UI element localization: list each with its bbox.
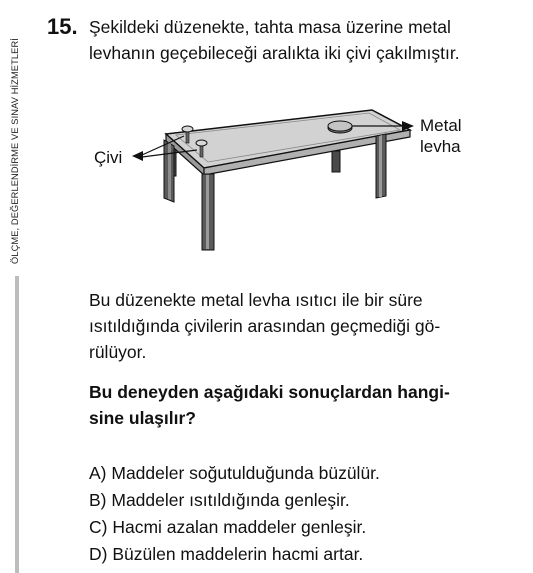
- plate-label-line-1: Metal: [420, 116, 462, 135]
- side-strip: [0, 0, 20, 573]
- table-figure: [80, 102, 500, 262]
- stem-line-2: levhanın geçebileceği aralıkta iki çivi çakılmıştır.: [89, 43, 460, 63]
- side-bar: [15, 276, 19, 573]
- paragraph-line-2: ısıtıldığında çivilerin arasından geçmediği gö-: [89, 316, 441, 336]
- option-d[interactable]: D) Büzülen maddelerin hacmi artar.: [89, 544, 364, 564]
- paragraph-line-3: rülüyor.: [89, 342, 147, 362]
- answer-options: [89, 460, 529, 568]
- experiment-paragraph: [89, 287, 529, 365]
- option-c[interactable]: C) Hacmi azalan maddeler genleşir.: [89, 517, 367, 537]
- prompt-line-1: Bu deneyden aşağıdaki sonuçlardan hangi-: [89, 382, 450, 402]
- nail-label: Çivi: [94, 148, 123, 167]
- paragraph-line-1: Bu düzenekte metal levha ısıtıcı ile bir süre: [89, 290, 423, 310]
- option-b[interactable]: B) Maddeler ısıtıldığında genleşir.: [89, 490, 350, 510]
- stem-line-1: Şekildeki düzenekte, tahta masa üzerine metal: [89, 17, 451, 37]
- metal-plate-icon: [328, 121, 352, 133]
- plate-label-line-2: levha: [420, 137, 461, 156]
- question-prompt: [89, 379, 529, 431]
- question-stem: [89, 14, 529, 66]
- side-label-text: ÖLÇME, DEĞERLENDİRME VE SINAV HİZMETLERİ: [10, 38, 20, 264]
- option-a[interactable]: A) Maddeler soğutulduğunda büzülür.: [89, 463, 380, 483]
- prompt-line-2: sine ulaşılır?: [89, 408, 196, 428]
- question-number: 15.: [47, 14, 78, 39]
